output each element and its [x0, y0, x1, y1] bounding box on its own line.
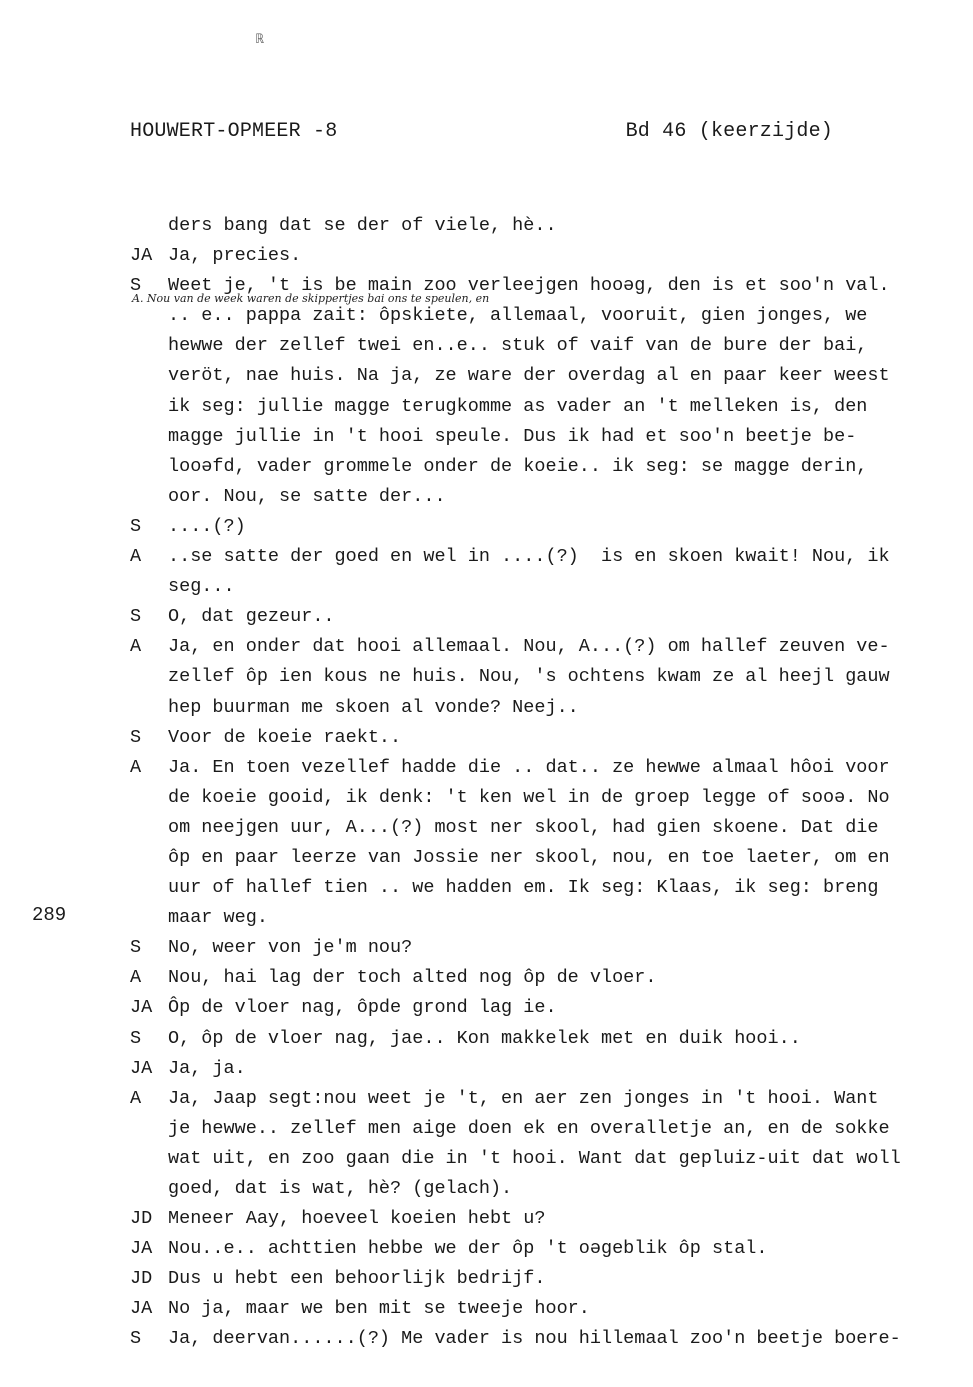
text-line: Ja, Jaap segt:nou weet je 't, en aer zen jonges in 't hooi. Want: [168, 1087, 879, 1109]
transcript-entry: [130, 241, 973, 271]
text-line: Ja, precies.: [168, 245, 302, 267]
text-line: Dus u hebt een behoorlijk bedrijf.: [168, 1268, 546, 1290]
text-line: je hewwe.. zellef men aige doen ek en overalletje an, en de sokke: [168, 1117, 890, 1139]
margin-number: 289: [32, 904, 67, 926]
text-line: Ja, deervan......(?) Me vader is nou hillemaal zoo'n beetje boere-: [168, 1328, 901, 1350]
page-header: [130, 120, 833, 143]
text-line: seg...: [168, 576, 235, 598]
text-line: Weet je, 't is be main zoo verleejgen hooəg, den is et soo'n val.: [168, 275, 890, 297]
entry-text: [168, 993, 973, 1023]
text-line: de koeie gooid, ik denk: 't ken wel in de groep legge of sooə. No: [168, 786, 890, 808]
entry-text: [168, 753, 973, 934]
text-line: magge jullie in 't hooi speule. Dus ik had et soo'n beetje be-: [168, 425, 857, 447]
transcript-entry: [130, 1054, 973, 1084]
entry-text: [168, 602, 973, 632]
entry-text: [168, 723, 973, 753]
speaker-label: JA: [130, 1057, 153, 1079]
speaker-label: JD: [130, 1208, 153, 1230]
transcript-entry: [130, 723, 973, 753]
transcript-entry: [130, 753, 973, 934]
text-line: zellef ôp ien kous ne huis. Nou, 's ochtens kwam ze al heejl gauw: [168, 666, 890, 688]
transcript-entry: [130, 602, 973, 632]
speaker-label: JA: [130, 1298, 153, 1320]
entry-text: [168, 1324, 973, 1354]
text-line: uur of hallef tien .. we hadden em. Ik seg: Klaas, ik seg: breng: [168, 877, 879, 899]
speaker-label: S: [130, 937, 142, 959]
entry-text: [168, 632, 973, 722]
speaker-label: S: [130, 515, 142, 537]
entry-text: [168, 1084, 973, 1204]
entry-text: [168, 211, 973, 241]
entry-text: [168, 1294, 973, 1324]
speaker-label: S: [130, 606, 142, 628]
transcript-entry: [130, 963, 973, 993]
text-line: Ôp de vloer nag, ôpde grond lag ie.: [168, 997, 557, 1019]
entry-text: [168, 1054, 973, 1084]
speaker-label: S: [130, 726, 142, 748]
text-line: ....(?): [168, 515, 246, 537]
entry-text: [168, 301, 973, 512]
text-line: veröt, nae huis. Na ja, ze ware der overdag al en paar keer weest: [168, 365, 890, 387]
transcript-entry: [130, 301, 973, 512]
speaker-label: A: [130, 1087, 142, 1109]
speaker-label: [130, 301, 168, 512]
transcript-entry: [130, 542, 973, 602]
transcript-entry: [130, 1084, 973, 1204]
text-line: Meneer Aay, hoeveel koeien hebt u?: [168, 1208, 546, 1230]
header-title: HOUWERT-OPMEER -8: [130, 120, 338, 143]
text-line: wat uit, en zoo gaan die in 't hooi. Want dat gepluiz-uit dat woll: [168, 1147, 901, 1169]
transcript-entry: [130, 512, 973, 542]
transcript-entry: [130, 1024, 973, 1054]
text-line: hewwe der zellef twei en..e.. stuk of vaif van de bure der bai,: [168, 335, 868, 357]
text-line: ik seg: jullie magge terugkomme as vader an 't melleken is, den: [168, 395, 868, 417]
entry-text: [168, 241, 973, 271]
speaker-label: S: [130, 1027, 142, 1049]
text-line: O, ôp de vloer nag, jae.. Kon makkelek met en duik hooi..: [168, 1027, 801, 1049]
transcript-entry: [130, 1324, 973, 1354]
text-line: hep buurman me skoen al vonde? Neej..: [168, 696, 579, 718]
entry-text: [168, 271, 973, 301]
text-line: Ja. En toen vezellef hadde die .. dat.. ze hewwe almaal hôoi voor: [168, 756, 890, 778]
text-line: O, dat gezeur..: [168, 606, 335, 628]
header-reference: Bd 46 (keerzijde): [625, 120, 833, 143]
speaker-label: A: [130, 546, 142, 568]
text-line: om neejgen uur, A...(?) most ner skool, had gien skoene. Dat die: [168, 816, 879, 838]
text-line: No, weer von je'm nou?: [168, 937, 413, 959]
text-line: looəfd, vader grommele onder de koeie.. ik seg: se magge derin,: [168, 455, 868, 477]
entry-text: [168, 933, 973, 963]
text-line: Ja, en onder dat hooi allemaal. Nou, A...(?) om hallef zeuven ve-: [168, 636, 890, 658]
transcript-entry: [130, 993, 973, 1023]
handwritten-note: A. Nou van de week waren de skippertjes bai ons te speulen, en: [132, 292, 490, 305]
transcript-entry: [130, 271, 973, 301]
text-line: ..se satte der goed en wel in ....(?) is en skoen kwait! Nou, ik: [168, 546, 890, 568]
transcript: [130, 211, 973, 1355]
text-line: ôp en paar leerze van Jossie ner skool, nou, en toe laeter, om en: [168, 846, 890, 868]
text-line: Nou, hai lag der toch alted nog ôp de vloer.: [168, 967, 657, 989]
speaker-label: A: [130, 756, 142, 778]
text-line: Nou..e.. achttien hebbe we der ôp 't oəgeblik ôp stal.: [168, 1238, 768, 1260]
text-line: .. e.. pappa zait: ôpskiete, allemaal, vooruit, gien jonges, we: [168, 305, 868, 327]
entry-text: [168, 1264, 973, 1294]
speaker-label: S: [130, 1328, 142, 1350]
transcript-entry: [130, 1204, 973, 1234]
speaker-label: JA: [130, 1238, 153, 1260]
entry-text: [168, 512, 973, 542]
entry-text: [168, 1234, 973, 1264]
text-line: goed, dat is wat, hè? (gelach).: [168, 1178, 513, 1199]
speaker-label: S: [130, 275, 142, 297]
text-line: maar weg.: [168, 907, 268, 929]
speaker-label: A: [130, 636, 142, 658]
text-line: No ja, maar we ben mit se tweeje hoor.: [168, 1298, 590, 1320]
entry-text: [168, 1204, 973, 1234]
speaker-label: A: [130, 967, 142, 989]
transcript-entry: [130, 1264, 973, 1294]
speaker-label: JA: [130, 245, 153, 267]
entry-text: [168, 963, 973, 993]
text-line: ders bang dat se der of viele, hè..: [168, 215, 557, 236]
transcript-entry: [130, 211, 973, 241]
transcript-entry: [130, 1294, 973, 1324]
transcript-entry: [130, 632, 973, 722]
text-line: oor. Nou, se satte der...: [168, 485, 446, 507]
transcript-entry: [130, 1234, 973, 1264]
entry-text: [168, 542, 973, 602]
page-mark: ℝ: [256, 32, 264, 47]
text-line: Voor de koeie raekt..: [168, 726, 402, 748]
speaker-label: JA: [130, 997, 153, 1019]
transcript-entry: [130, 933, 973, 963]
text-line: Ja, ja.: [168, 1057, 246, 1079]
speaker-label: JD: [130, 1268, 153, 1290]
entry-text: [168, 1024, 973, 1054]
speaker-label: [130, 211, 168, 241]
